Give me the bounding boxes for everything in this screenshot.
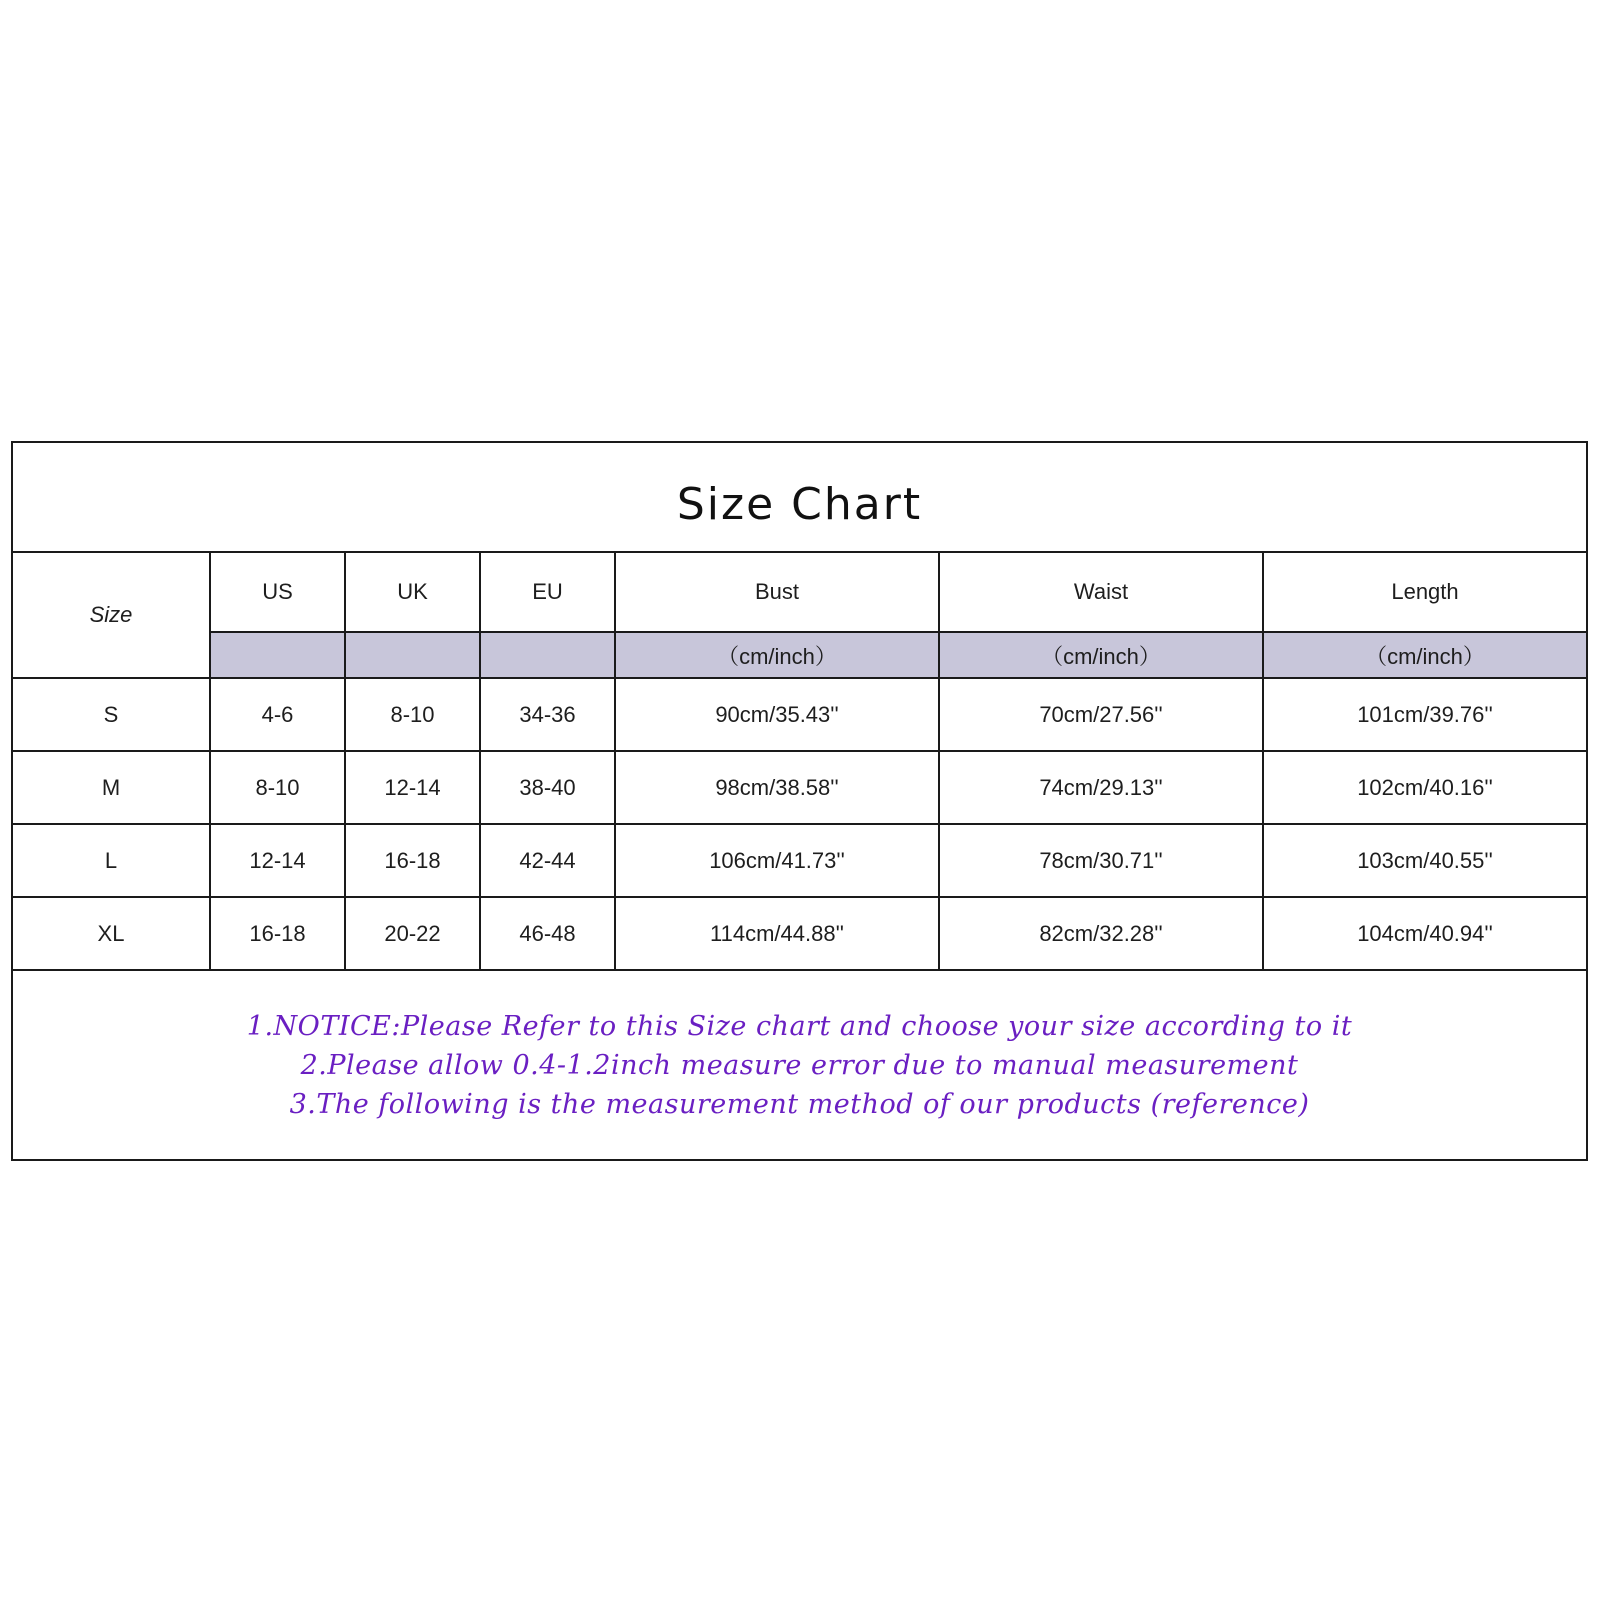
header-bust: Bust: [615, 552, 939, 632]
cell-size: S: [13, 678, 210, 751]
cell-eu: 42-44: [480, 824, 615, 897]
size-table: [13, 551, 1586, 971]
header-uk: UK: [345, 552, 480, 632]
cell-waist: 82cm/32.28'': [939, 897, 1263, 970]
cell-size: XL: [13, 897, 210, 970]
cell-waist: 70cm/27.56'': [939, 678, 1263, 751]
table-row: [13, 751, 1586, 824]
cell-uk: 12-14: [345, 751, 480, 824]
cell-us: 8-10: [210, 751, 345, 824]
header-row: [13, 552, 1586, 632]
cell-us: 12-14: [210, 824, 345, 897]
chart-title: Size Chart: [676, 478, 923, 530]
cell-us: 16-18: [210, 897, 345, 970]
cell-length: 103cm/40.55'': [1263, 824, 1586, 897]
cell-uk: 20-22: [345, 897, 480, 970]
header-us: US: [210, 552, 345, 632]
unit-bust: （cm/inch）: [615, 632, 939, 678]
cell-length: 104cm/40.94'': [1263, 897, 1586, 970]
cell-us: 4-6: [210, 678, 345, 751]
cell-length: 102cm/40.16'': [1263, 751, 1586, 824]
table-row: [13, 824, 1586, 897]
cell-eu: 38-40: [480, 751, 615, 824]
cell-waist: 78cm/30.71'': [939, 824, 1263, 897]
cell-bust: 106cm/41.73'': [615, 824, 939, 897]
unit-us: [210, 632, 345, 678]
table-row: [13, 678, 1586, 751]
unit-row: [13, 632, 1586, 678]
cell-uk: 8-10: [345, 678, 480, 751]
cell-bust: 90cm/35.43'': [615, 678, 939, 751]
notes-section: [13, 971, 1586, 1159]
header-length: Length: [1263, 552, 1586, 632]
cell-eu: 46-48: [480, 897, 615, 970]
cell-eu: 34-36: [480, 678, 615, 751]
note-line-2: 2.Please allow 0.4-1.2inch measure error due to manual measurement: [300, 1049, 1299, 1081]
cell-size: L: [13, 824, 210, 897]
unit-waist: （cm/inch）: [939, 632, 1263, 678]
unit-length: （cm/inch）: [1263, 632, 1586, 678]
table-row: [13, 897, 1586, 970]
cell-length: 101cm/39.76'': [1263, 678, 1586, 751]
unit-eu: [480, 632, 615, 678]
note-line-3: 3.The following is the measurement method of our products (reference): [289, 1088, 1310, 1120]
note-line-1: 1.NOTICE:Please Refer to this Size chart and choose your size according to it: [246, 1010, 1353, 1042]
cell-bust: 114cm/44.88'': [615, 897, 939, 970]
header-size: Size: [13, 552, 210, 678]
title-row: [13, 443, 1586, 553]
cell-uk: 16-18: [345, 824, 480, 897]
cell-waist: 74cm/29.13'': [939, 751, 1263, 824]
unit-uk: [345, 632, 480, 678]
header-waist: Waist: [939, 552, 1263, 632]
cell-bust: 98cm/38.58'': [615, 751, 939, 824]
cell-size: M: [13, 751, 210, 824]
size-chart: [11, 441, 1588, 1161]
header-eu: EU: [480, 552, 615, 632]
